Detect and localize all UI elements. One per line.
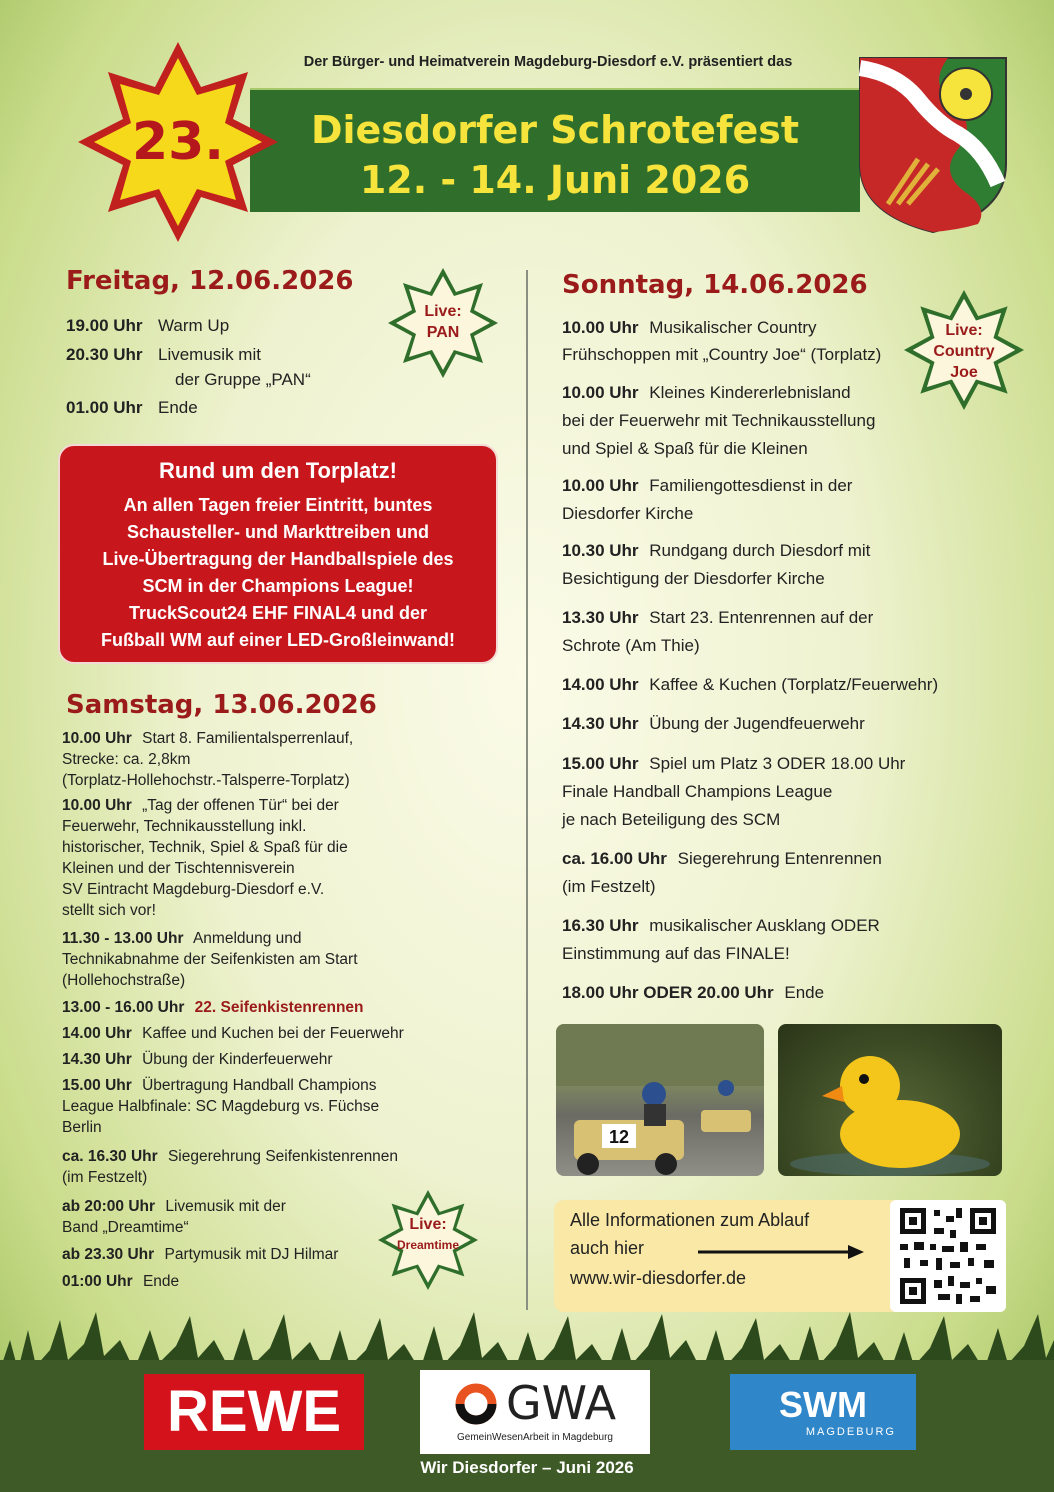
gwa-ring-icon bbox=[454, 1382, 498, 1426]
event-time: 10.30 Uhr bbox=[562, 541, 639, 560]
info-text-2: auch hier bbox=[570, 1238, 645, 1258]
event-time: 14.00 Uhr bbox=[562, 675, 639, 694]
event-time: 20.30 Uhr bbox=[66, 345, 143, 364]
event-text: Start 8. Familientalsperrenlauf, bbox=[142, 730, 354, 747]
live-dreamtime-badge bbox=[378, 1190, 478, 1290]
live-artist: Country bbox=[933, 343, 995, 360]
title-band bbox=[250, 88, 860, 212]
torplatz-line: Schausteller- und Markttreiben und bbox=[126, 522, 430, 542]
event-time: ab 23.30 Uhr bbox=[62, 1246, 155, 1263]
sunday-event bbox=[562, 604, 982, 660]
event-time: 13.00 - 16.00 Uhr bbox=[62, 999, 185, 1016]
event-time: 19.00 Uhr bbox=[66, 316, 143, 335]
event-text: Besichtigung der Diesdorfer Kirche bbox=[562, 569, 825, 588]
event-text: (im Festzelt) bbox=[62, 1169, 148, 1186]
event-time: ab 20:00 Uhr bbox=[62, 1198, 156, 1215]
friday-event bbox=[66, 342, 261, 367]
event-time: 13.30 Uhr bbox=[562, 608, 639, 627]
saturday-event bbox=[62, 1244, 382, 1265]
sunday-title: Sonntag, 14.06.2026 bbox=[562, 270, 868, 300]
event-time: 10.00 Uhr bbox=[562, 318, 639, 337]
event-text: (Torplatz-Hollehochstr.-Talsperre-Torplatz) bbox=[62, 772, 350, 789]
sunday-event bbox=[562, 379, 982, 463]
event-text: Ende bbox=[784, 983, 825, 1002]
event-time: 18.00 Uhr ODER 20.00 Uhr bbox=[562, 983, 774, 1002]
event-time: ca. 16.00 Uhr bbox=[562, 849, 667, 868]
swm-logo-text: SWM bbox=[779, 1384, 867, 1425]
torplatz-line: Fußball WM auf einer LED-Großleinwand! bbox=[101, 630, 455, 650]
event-time: ca. 16.30 Uhr bbox=[62, 1148, 158, 1165]
event-time: 11.30 - 13.00 Uhr bbox=[62, 930, 184, 947]
saturday-event bbox=[62, 1271, 382, 1292]
event-text: Spiel um Platz 3 ODER 18.00 Uhr bbox=[649, 754, 906, 773]
event-text: Ende bbox=[142, 1273, 180, 1290]
kart-number: 12 bbox=[608, 1127, 630, 1147]
rubber-duck-photo bbox=[778, 1024, 1002, 1176]
event-text: League Halbfinale: SC Magdeburg vs. Füchse bbox=[62, 1098, 380, 1115]
event-time: 10.00 Uhr bbox=[62, 730, 132, 747]
sunday-event bbox=[562, 537, 982, 593]
festival-title: Diesdorfer Schrotefest bbox=[310, 108, 800, 152]
saturday-event bbox=[62, 1146, 462, 1188]
torplatz-line: TruckScout24 EHF FINAL4 und der bbox=[128, 603, 428, 623]
live-label: Live: bbox=[424, 303, 462, 320]
swm-logo[interactable] bbox=[730, 1374, 916, 1450]
event-text: Familiengottesdienst in der bbox=[649, 476, 853, 495]
saturday-event bbox=[62, 728, 462, 791]
event-text: bei der Feuerwehr mit Technikausstellung bbox=[562, 411, 876, 430]
event-time: 10.00 Uhr bbox=[562, 383, 639, 402]
torplatz-line: Live-Übertragung der Handballspiele des bbox=[102, 549, 454, 569]
saturday-event bbox=[62, 1049, 462, 1070]
event-text: Übertragung Handball Champions bbox=[142, 1077, 377, 1094]
event-text: Start 23. Entenrennen auf der bbox=[649, 608, 874, 627]
event-time: 16.30 Uhr bbox=[562, 916, 639, 935]
event-text: Kleines Kindererlebnisland bbox=[649, 383, 851, 402]
live-label: Live: bbox=[409, 1216, 447, 1233]
event-text: Schrote (Am Thie) bbox=[562, 636, 700, 655]
presenter-line: Der Bürger- und Heimatverein Magdeburg-Diesdorf e.V. präsentiert das bbox=[303, 54, 793, 70]
event-time: 10.00 Uhr bbox=[562, 476, 639, 495]
event-time: 14.30 Uhr bbox=[62, 1051, 132, 1068]
event-text: Livemusik mit bbox=[158, 345, 261, 364]
sunday-event bbox=[562, 845, 1002, 901]
event-text: (Hollehochstraße) bbox=[62, 972, 186, 989]
torplatz-info-box bbox=[58, 444, 498, 664]
info-text-1: Alle Informationen zum Ablauf bbox=[570, 1210, 810, 1230]
event-text: Feuerwehr, Technikausstellung inkl. bbox=[62, 818, 307, 835]
website-link[interactable]: www.wir-diesdorfer.de bbox=[570, 1268, 747, 1288]
event-time: 15.00 Uhr bbox=[62, 1077, 132, 1094]
saturday-event bbox=[62, 1023, 462, 1044]
live-artist: Joe bbox=[950, 364, 978, 381]
saturday-event bbox=[62, 1075, 462, 1138]
friday-title: Freitag, 12.06.2026 bbox=[66, 266, 354, 296]
arrow-right-icon bbox=[698, 1244, 864, 1260]
event-text: stellt sich vor! bbox=[62, 902, 156, 919]
sunday-event bbox=[562, 472, 982, 528]
event-time: 01.00 Uhr bbox=[66, 398, 143, 417]
sunday-event bbox=[562, 672, 1002, 697]
event-text: Siegerehrung Entenrennen bbox=[677, 849, 882, 868]
saturday-event bbox=[62, 997, 462, 1018]
event-time: 10.00 Uhr bbox=[62, 797, 132, 814]
event-text: Frühschoppen mit „Country Joe“ (Torplatz) bbox=[562, 345, 882, 364]
gwa-logo-text: GWA bbox=[506, 1376, 617, 1430]
saturday-event bbox=[62, 1196, 382, 1238]
festival-dates: 12. - 14. Juni 2026 bbox=[359, 158, 751, 202]
event-text: je nach Beteiligung des SCM bbox=[562, 810, 781, 829]
event-text: Anmeldung und bbox=[192, 930, 302, 947]
rewe-logo-text: REWE bbox=[167, 1379, 341, 1444]
friday-event bbox=[66, 313, 229, 338]
saturday-event bbox=[62, 928, 462, 991]
event-text: und Spiel & Spaß für die Kleinen bbox=[562, 439, 808, 458]
rewe-logo[interactable] bbox=[144, 1374, 364, 1450]
event-time: 01:00 Uhr bbox=[62, 1273, 133, 1290]
qr-code[interactable] bbox=[890, 1200, 1006, 1312]
friday-event bbox=[66, 395, 198, 420]
gwa-logo-subtitle: GemeinWesenArbeit in Magdeburg bbox=[456, 1432, 613, 1443]
event-text: Übung der Jugendfeuerwehr bbox=[649, 714, 865, 733]
event-text: Warm Up bbox=[158, 316, 230, 335]
torplatz-heading: Rund um den Torplatz! bbox=[159, 458, 397, 483]
saturday-title: Samstag, 13.06.2026 bbox=[66, 690, 377, 720]
sunday-event bbox=[562, 711, 1002, 736]
event-text: Kaffee und Kuchen bei der Feuerwehr bbox=[142, 1025, 404, 1042]
soapbox-race-photo bbox=[556, 1024, 764, 1176]
friday-event-continued: der Gruppe „PAN“ bbox=[175, 370, 311, 389]
event-text: Siegerehrung Seifenkistenrennen bbox=[167, 1148, 399, 1165]
event-text: Partymusik mit DJ Hilmar bbox=[164, 1246, 339, 1263]
sunday-event bbox=[562, 980, 1002, 1005]
sunday-event bbox=[562, 750, 1002, 834]
live-pan-badge bbox=[388, 268, 498, 378]
saturday-event bbox=[62, 795, 462, 921]
event-time: 14.30 Uhr bbox=[562, 714, 639, 733]
event-text: Einstimmung auf das FINALE! bbox=[562, 944, 790, 963]
event-text: Musikalischer Country bbox=[649, 318, 817, 337]
sunday-event bbox=[562, 314, 912, 368]
coat-of-arms-icon bbox=[858, 54, 1008, 234]
event-text: historischer, Technik, Spiel & Spaß für die bbox=[62, 839, 348, 856]
live-label: Live: bbox=[945, 322, 983, 339]
event-text: Berlin bbox=[62, 1119, 102, 1136]
event-text: (im Festzelt) bbox=[562, 877, 656, 896]
live-artist: PAN bbox=[426, 324, 460, 341]
event-time: 14.00 Uhr bbox=[62, 1025, 132, 1042]
torplatz-text bbox=[60, 492, 496, 654]
swm-logo-subtitle: MAGDEBURG bbox=[805, 1426, 896, 1438]
event-text: musikalischer Ausklang ODER bbox=[649, 916, 880, 935]
torplatz-line: An allen Tagen freier Eintritt, buntes bbox=[123, 495, 433, 515]
torplatz-line: SCM in der Champions League! bbox=[142, 576, 414, 596]
qr-code-icon bbox=[890, 1200, 1006, 1312]
event-text: Technikabnahme der Seifenkisten am Start bbox=[62, 951, 358, 968]
column-divider bbox=[526, 270, 528, 1310]
event-text: 22. Seifenkistenrennen bbox=[194, 999, 364, 1016]
event-text: „Tag der offenen Tür“ bei der bbox=[142, 797, 339, 814]
event-text: SV Eintracht Magdeburg-Diesdorf e.V. bbox=[62, 881, 325, 898]
event-text: Strecke: ca. 2,8km bbox=[62, 751, 191, 768]
event-text: Diesdorfer Kirche bbox=[562, 504, 694, 523]
footer-text: Wir Diesdorfer – Juni 2026 bbox=[420, 1458, 634, 1477]
event-text: Finale Handball Champions League bbox=[562, 782, 833, 801]
event-text: Band „Dreamtime“ bbox=[62, 1219, 189, 1236]
event-text: Übung der Kinderfeuerwehr bbox=[142, 1051, 333, 1068]
event-text: Kleinen und der Tischtennisverein bbox=[62, 860, 295, 877]
gwa-logo[interactable] bbox=[420, 1370, 650, 1454]
live-artist: Dreamtime bbox=[396, 1238, 460, 1252]
event-text: Ende bbox=[158, 398, 198, 417]
event-text: Rundgang durch Diesdorf mit bbox=[649, 541, 871, 560]
sunday-event bbox=[562, 912, 1002, 968]
event-time: 15.00 Uhr bbox=[562, 754, 639, 773]
event-text: Kaffee & Kuchen (Torplatz/Feuerwehr) bbox=[649, 675, 939, 694]
event-text: Livemusik mit der bbox=[165, 1198, 286, 1215]
soapbox-kart-icon bbox=[556, 1024, 764, 1176]
rubber-duck-icon bbox=[778, 1024, 1002, 1176]
edition-number: 23. bbox=[131, 112, 225, 172]
